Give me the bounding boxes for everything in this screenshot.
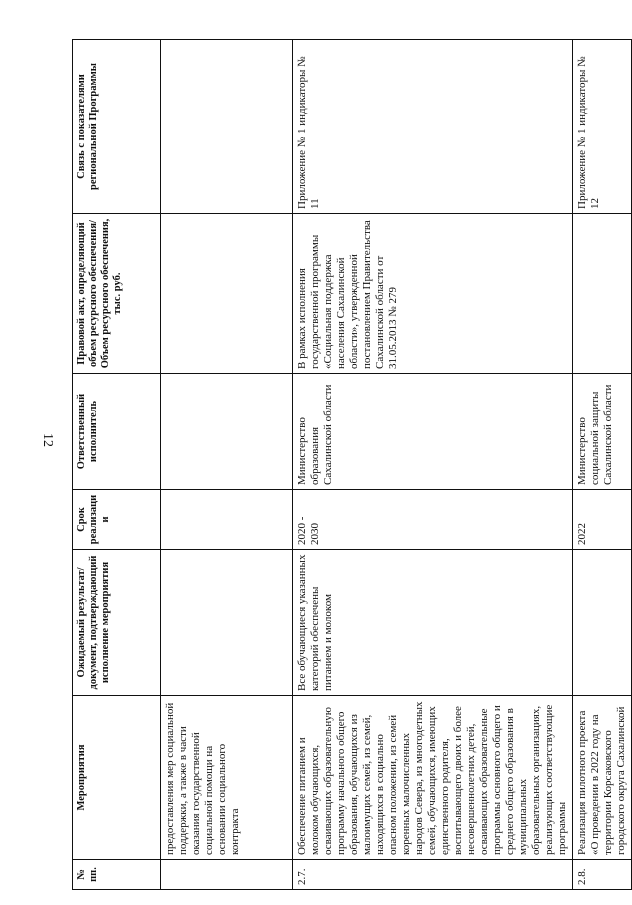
header-measures: Мероприятия — [73, 696, 161, 860]
header-legal-act: Правовой акт, определяющий объем ресурсного обеспечения/Объем ресурсного обеспечения, тыс. руб. — [73, 214, 161, 374]
cell-result: Все обучающиеся указанных категорий обеспечены питанием и молоком — [293, 550, 573, 696]
page-number: 12 — [40, 433, 55, 447]
cell-measure: Обеспечение питанием и молоком обучающихся, осваивающих образовательную программу начального общего образования, обучающихся из малоимущих семей, из семей, находящихся в социально опасном положении, из семей коренных малочисленных народов Севера, из многодетных семей, обучающихся, имеющих единственного родителя, воспитывающего двоих и более несовершеннолетних детей, осваивающих образовательные программы основного общего и среднего общего образования в муниципальных образовательных организациях, реализующих соответствующие программы — [293, 696, 573, 860]
cell-act — [573, 214, 632, 374]
cell-number: 2.8. — [573, 860, 632, 890]
cell-act: В рамках исполнения государственной программы «Социальная поддержка населения Сахалинской области», утвержденной постановлением Правительства Сахалинской области от 31.05.2013 № 279 — [293, 214, 573, 374]
cell-term: 2022 — [573, 490, 632, 550]
cell-measure: предоставления мер социальной поддержки, а также в части оказания государственной социальной помощи на основании социального контракта — [161, 696, 293, 860]
cell-measure: Реализация пилотного проекта «О проведении в 2022 году на территории Корсаковского городского округа Сахалинской — [573, 696, 632, 860]
cell-executor: Министерство социальной защиты Сахалинской области — [573, 374, 632, 490]
measures-table — [72, 39, 632, 890]
cell-number: 2.7. — [293, 860, 573, 890]
table-header-row — [73, 40, 161, 890]
cell-result — [161, 550, 293, 696]
header-number: № пп. — [73, 860, 161, 890]
cell-executor — [161, 374, 293, 490]
cell-term — [161, 490, 293, 550]
table-row — [293, 40, 573, 890]
cell-executor: Министерство образования Сахалинской области — [293, 374, 573, 490]
table-row — [161, 40, 293, 890]
header-executor: Ответственный исполнитель — [73, 374, 161, 490]
table-row — [573, 40, 632, 890]
cell-number — [161, 860, 293, 890]
rotated-page-content — [72, 40, 627, 890]
header-link-indicators: Связь с показателями региональной Программы — [73, 40, 161, 214]
header-term: Срок реализации — [73, 490, 161, 550]
cell-act — [161, 214, 293, 374]
header-expected-result: Ожидаемый результат/документ, подтверждающий исполнение мероприятия — [73, 550, 161, 696]
cell-result — [573, 550, 632, 696]
cell-link: Приложение № 1 индикаторы № 11 — [293, 40, 573, 214]
cell-link: Приложение № 1 индикаторы № 12 — [573, 40, 632, 214]
cell-link — [161, 40, 293, 214]
cell-term: 2020 - 2030 — [293, 490, 573, 550]
